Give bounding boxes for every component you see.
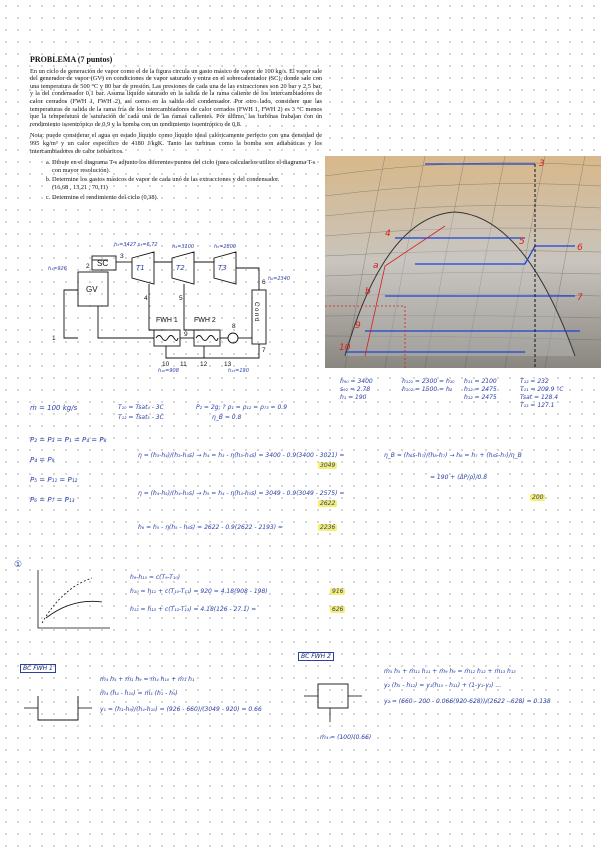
fwh1-label: FWH 1 [156,317,178,324]
gv-label: GV [86,285,98,294]
pt-12: 12 [200,361,208,368]
problem-statement [30,56,322,203]
bc2-line-3: y₂ = (660 - 200 - 0.066(920-628))/(2622 - 628) = 0.138 [384,698,551,705]
eq-t2-result: 2622 [320,500,336,507]
ts-diagram [325,156,601,368]
ts-label-3: 3 [539,159,545,169]
bc1-line-2: ṁ₄ (h₄ - h₁₀) = ṁ₁ (h₁ - h₉) [100,690,178,697]
eq-t3: h₆ = h₅ - η(h₅ - h₆s) = 2622 - 0.9(2622 - 2193) = [138,524,284,531]
note-bl: h₁₀=908 [158,368,179,374]
bc1-line-1: ṁ₄ h₄ + ṁ₁ h₉ = ṁ₄ h₁₀ + ṁ₁ h₁ [100,676,195,683]
cycle-schematic [44,240,294,375]
small-eq: ṁ₄ = (100)(0.66) [320,734,372,741]
cond-label: C o n d [253,302,259,322]
ts-label-7: 7 [577,293,583,303]
pressure-2: P₄ = P₉ [30,456,55,464]
pressure-4: P₆ = P₇ = P₁₃ [30,496,75,504]
pt-1: 1 [52,335,56,342]
cal-3: h₁₂ = h₁₃ + c(T₁₂-T₁₃) = 4.18(126 - 27.1) = [130,606,257,613]
bc2-line-1: ṁ₅ h₅ + ṁ₁₁ h₁₁ + ṁ₉ h₉ = ṁ₁₂ h₁₂ + ṁ₁₃ h₁₃ [384,668,516,675]
bc1-sketch [20,680,96,740]
cal-1: h₉-h₁₀ = c(T₉-T₁₀) [130,574,181,581]
pt-5: 5 [179,295,183,302]
temp-a: T₁₀ = Tsat₄ - 3C [118,404,164,411]
fwh2-box [194,330,220,346]
eq-t1: η = (h₃-h₄)/(h₃-h₄s) → h₄ = h₃ - η(h₃-h₄s) = 3400 - 0.9(3400 - 3021) = [138,452,345,459]
cal-3-result: 626 [332,606,344,613]
item-a: a. Dibuje en el diagrama T-s adjunto los diferentes puntos del ciclo (para calcularlos utilice el diagrama T-s con mayor resolución). [52,159,322,174]
bc2-line-2: y₂ (h₅ - h₁₂) = y₁(h₁₀ - h₁₁) + (1-y₁-y₂) ... [384,682,502,689]
pump [228,333,238,343]
problem-heading: PROBLEMA (7 puntos) [30,55,113,64]
ts-label-a: a [373,261,379,271]
note-t2: h₄=3100 [172,244,195,250]
note-t3: h₅=2800 [214,244,237,250]
sketch-graph [32,568,112,634]
bc2-label: BC FWH 2 [298,652,334,661]
mass-flow: ṁ = 100 kg/s [30,404,78,412]
bc1-line-3: y₁ = (h₁-h₉)/(h₄-h₁₀) = (926 - 660)/(3049 - 920) = 0.66 [100,706,262,713]
note-br: h₁₃=190 [228,368,249,374]
temp-b: T₁₂ = Tsat₅ - 3C [118,414,164,421]
eq-pump-b: = 190 + (ΔP/ρ)/0.8 [430,474,488,481]
cal-2-result: 916 [332,588,344,595]
ts-label-10: 10 [339,343,351,353]
pt-4: 4 [144,295,148,302]
cal-2: h₁₀ = h₁₁ + c(T₁₀-T₁₁) = 920 = 4.18(908 - 198) [130,588,268,595]
eq-pump-result: 200 [532,494,544,501]
item-c: c. Determine el rendimiento del ciclo (0,38). [52,194,322,202]
eq-pump-a: η_B = (h₈s-h₇)/(h₈-h₇) → h₈ = h₇ + (h₈s-h₇)/η_B [384,452,522,459]
note-top: h₃=3427 s₃=6.72 [114,242,158,248]
eq-t1-result: 3049 [320,462,336,469]
t2-label: T2 [176,264,185,272]
pressure-3: P₅ = P₁₁ = P₁₂ [30,476,78,484]
pt-2: 2 [86,263,90,270]
ts-label-5: 5 [519,237,525,247]
fwh2-label: FWH 2 [194,317,216,324]
eq-t2: η = (h₄-h₅)/(h₄-h₅s) → h₅ = h₄ - η(h₄-h₅s) = 3049 - 0.9(3049 - 2575) = [138,490,345,497]
pt-3: 3 [120,253,124,260]
pt-8: 8 [232,323,236,330]
eq-t3-result: 2236 [320,524,336,531]
pt-10: 10 [162,361,170,368]
ts-label-6: 6 [577,243,583,253]
problem-items [30,159,322,201]
ts-label-4: 4 [385,229,391,239]
note-right: h₆=2340 [268,276,291,282]
pressure-1: P₂ = P₃ = P₁ = P₄ = P₈ [30,436,107,444]
bc1-label: BC FWH 1 [20,664,56,673]
eta-b: η_B = 0.8 [212,414,242,421]
sc-label: SC [97,259,109,268]
pt-13: 13 [224,361,232,368]
t3-label: T3 [218,264,227,272]
pt-7: 7 [262,347,266,354]
pt-11: 11 [180,361,187,368]
note-left: h₁=926 [48,266,67,272]
section-number: ① [14,560,23,570]
t1-label: T1 [136,264,145,272]
pt-6: 6 [262,279,266,286]
fwh1-box [154,330,180,346]
eta-note: P₂ = 2g; ? ρ₁ = ρ₁₂ = ρ₇₃ = 0.9 [196,404,288,411]
problem-note: Nota: puede considerar el agua en estado líquido como líquido ideal calóricamente perfecto con una densidad de 995 kg/m³ y un calor específico de 4180 J/kgK. Tanto las turbinas como la bomba son adiabáticas y los intercambiadores de calor isobáricos. [30,132,322,155]
item-b: b. Determine los gastos másicos de vapor de cada unó de las extracciones y del condensador. (16,68 , 13,21 , 70,11) [52,176,322,191]
pt-9: 9 [184,331,188,338]
bc2-sketch [300,672,376,728]
ts-label-9: 9 [355,321,361,331]
problem-paragraph: En un ciclo de generación de vapor como el de la figura circula un gasto másico de vapor de 100 kg/s. El vapor sale del generador de vapor (GV) en condiciones de vapor saturado y entra en el sobrecalentador (SC), donde sale con una temperatura de 500 °C y 80 bar de presión. Las presiones de cada una de las extracciones son 20 bar y 2,5 bar, y la del condensador 0,1 bar. Asuma líquido saturado en la salida de la rama caliente de los intercambiadores de calor cerrados (FWH 1, FWH 2), así como en la salida del condensador. Por otro lado, considere que las temperaturas de salida de la rama fría de los intercambiadores de calor cerrados (FWH 1, FWH 2) es 3 °C menos que la temperatura de saturación de cada una de las ramas calientes. Por último, las turbinas trabajan con un rendimiento isoentrópico de 0,9 y la bomba con un rendimiento isoentrópico de 0,8. [30,67,322,128]
ts-label-b: b [365,287,371,297]
